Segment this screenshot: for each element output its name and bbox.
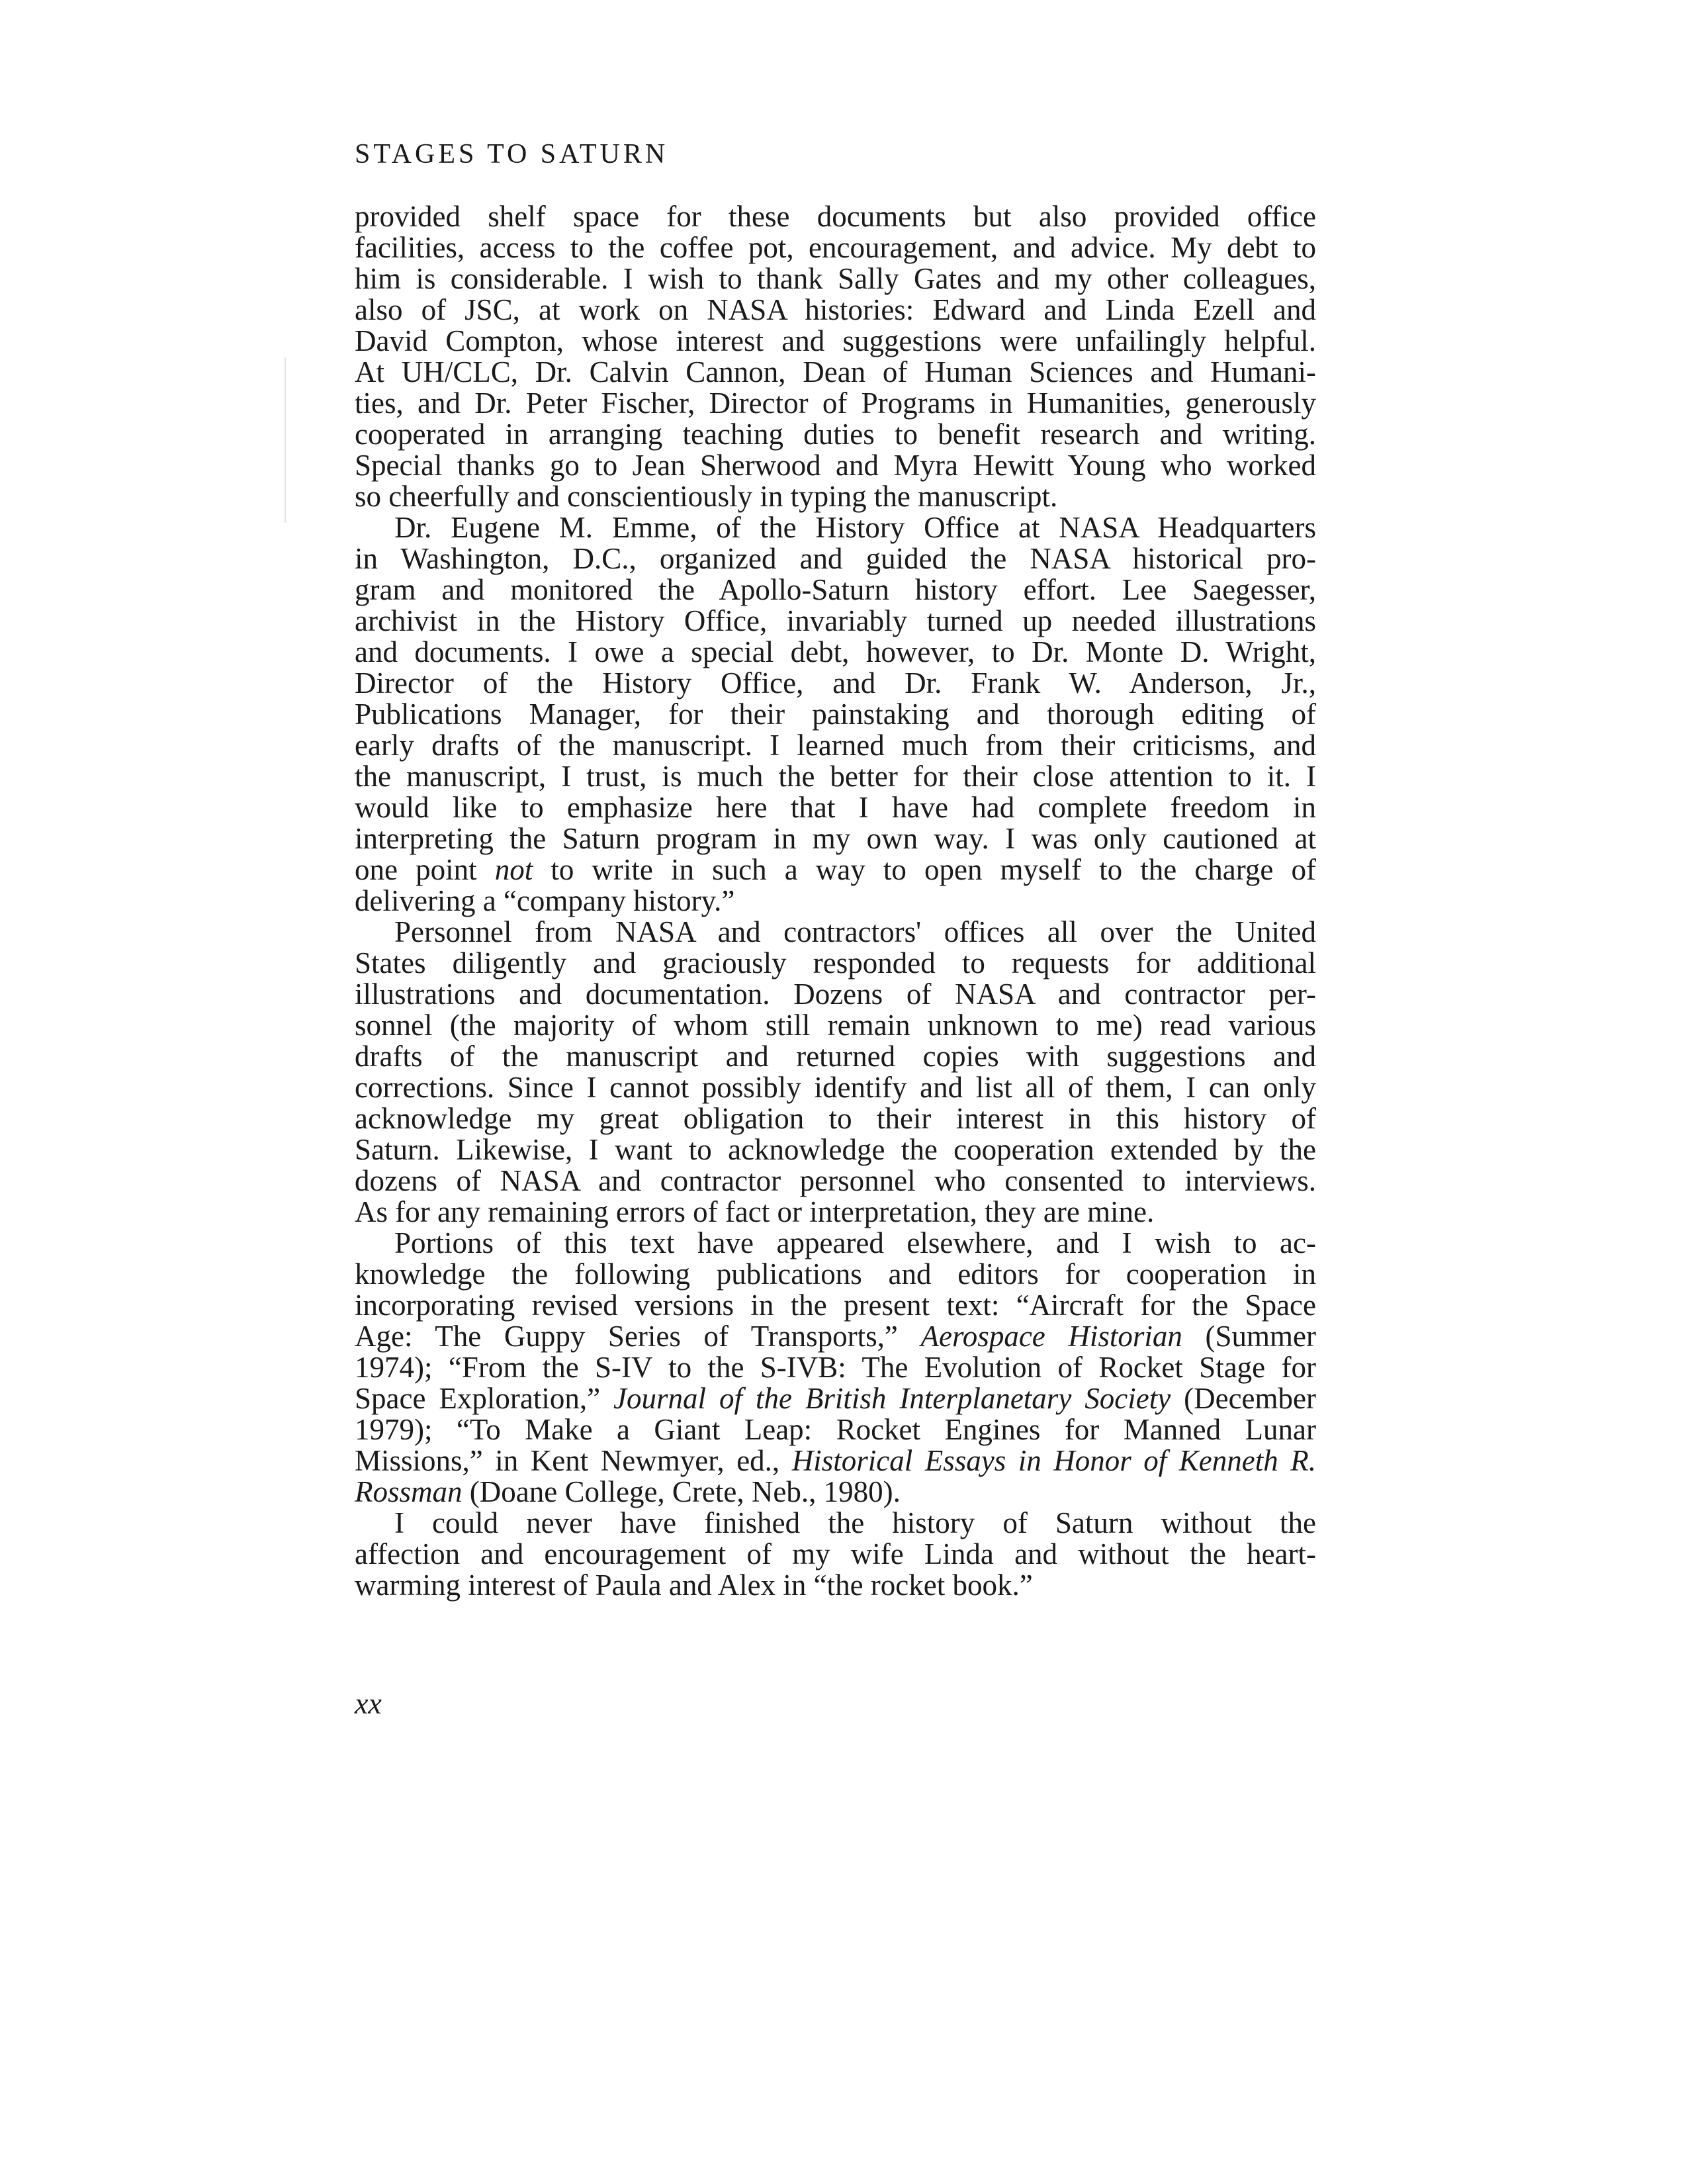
text-line: archivist in the History Office, invariably turned up needed illustrations bbox=[355, 604, 1316, 637]
text-line bbox=[355, 854, 1316, 886]
text-run: Space Exploration,” bbox=[355, 1382, 614, 1415]
publication-title: Aerospace Historian bbox=[920, 1320, 1182, 1353]
text-line: the manuscript, I trust, is much the better for their close attention to it. I bbox=[355, 760, 1316, 793]
text-run: (December bbox=[1171, 1382, 1316, 1415]
text-line bbox=[355, 1321, 1316, 1352]
text-line: Publications Manager, for their painstaking and thorough editing of bbox=[355, 698, 1316, 731]
text-line: affection and encouragement of my wife Linda and without the heart- bbox=[355, 1537, 1316, 1570]
publication-title: Journal of the British Interplanetary Society bbox=[613, 1382, 1171, 1415]
text-line: corrections. Since I cannot possibly identify and list all of them, I can only bbox=[355, 1071, 1316, 1104]
text-line: and documents. I owe a special debt, however, to Dr. Monte D. Wright, bbox=[355, 635, 1316, 668]
text-line: also of JSC, at work on NASA histories: Edward and Linda Ezell and bbox=[355, 293, 1316, 326]
text-line: in Washington, D.C., organized and guided the NASA historical pro- bbox=[355, 542, 1316, 575]
text-line: I could never have finished the history of Saturn without the bbox=[394, 1506, 1316, 1539]
margin-mark bbox=[285, 357, 286, 523]
text-line: As for any remaining errors of fact or interpretation, they are mine. bbox=[355, 1195, 1155, 1228]
text-line: Director of the History Office, and Dr. Frank W. Anderson, Jr., bbox=[355, 666, 1316, 700]
body-text bbox=[355, 201, 1316, 1601]
text-run: (Summer bbox=[1182, 1320, 1316, 1353]
text-line: gram and monitored the Apollo-Saturn history effort. Lee Saegesser, bbox=[355, 573, 1316, 606]
text-run: Missions,” in Kent Newmyer, ed., bbox=[355, 1444, 792, 1477]
text-line: drafts of the manuscript and returned copies with suggestions and bbox=[355, 1040, 1316, 1073]
text-line: knowledge the following publications and editors for cooperation in bbox=[355, 1257, 1316, 1291]
text-line: 1979); “To Make a Giant Leap: Rocket Engines for Manned Lunar bbox=[355, 1413, 1316, 1446]
publication-title: Rossman bbox=[355, 1475, 463, 1508]
publication-title: Historical Essays in Honor of Kenneth R. bbox=[791, 1444, 1316, 1477]
text-line: interpreting the Saturn program in my own way. I was only cautioned at bbox=[355, 822, 1316, 855]
text-line: Portions of this text have appeared elsewhere, and I wish to ac- bbox=[394, 1226, 1316, 1259]
text-line: Personnel from NASA and contractors' offices all over the United bbox=[394, 915, 1316, 948]
text-line bbox=[355, 1445, 1316, 1477]
text-line: Dr. Eugene M. Emme, of the History Office at NASA Headquarters bbox=[394, 511, 1316, 544]
text-line: Special thanks go to Jean Sherwood and Myra Hewitt Young who worked bbox=[355, 449, 1316, 482]
text-line: so cheerfully and conscientiously in typing the manuscript. bbox=[355, 480, 1058, 513]
text-line: David Compton, whose interest and suggestions were unfailingly helpful. bbox=[355, 324, 1316, 357]
text-line: Saturn. Likewise, I want to acknowledge the cooperation extended by the bbox=[355, 1133, 1316, 1166]
text-line: would like to emphasize here that I have had complete freedom in bbox=[355, 791, 1316, 824]
text-line: incorporating revised versions in the present text: “Aircraft for the Space bbox=[355, 1289, 1316, 1322]
text-line: acknowledge my great obligation to their interest in this history of bbox=[355, 1102, 1316, 1135]
text-line: sonnel (the majority of whom still remain unknown to me) read various bbox=[355, 1009, 1316, 1042]
text-run: one point bbox=[355, 853, 495, 886]
text-line: illustrations and documentation. Dozens of NASA and contractor per- bbox=[355, 978, 1316, 1011]
text-line: delivering a “company history.” bbox=[355, 884, 735, 917]
text-line: cooperated in arranging teaching duties to benefit research and writing. bbox=[355, 418, 1316, 451]
text-line: ties, and Dr. Peter Fischer, Director of Programs in Humanities, generously bbox=[355, 387, 1316, 420]
text-line: States diligently and graciously responded to requests for additional bbox=[355, 946, 1316, 979]
text-run: (Doane College, Crete, Neb., 1980). bbox=[462, 1475, 901, 1508]
text-line: early drafts of the manuscript. I learned much from their criticisms, and bbox=[355, 729, 1316, 762]
page-number: xx bbox=[355, 1686, 382, 1720]
text-line: provided shelf space for these documents but also provided office bbox=[355, 200, 1316, 233]
text-line: dozens of NASA and contractor personnel who consented to interviews. bbox=[355, 1164, 1316, 1197]
text-line bbox=[355, 1477, 1316, 1508]
text-run: to write in such a way to open myself to the charge of bbox=[533, 853, 1317, 886]
text-line: facilities, access to the coffee pot, encouragement, and advice. My debt to bbox=[355, 231, 1316, 264]
running-head: STAGES TO SATURN bbox=[355, 139, 669, 169]
text-line: warming interest of Paula and Alex in “the rocket book.” bbox=[355, 1569, 1033, 1602]
text-line bbox=[355, 1383, 1316, 1414]
text-run: Age: The Guppy Series of Transports,” bbox=[355, 1320, 921, 1353]
text-line: At UH/CLC, Dr. Calvin Cannon, Dean of Human Sciences and Humani- bbox=[355, 355, 1316, 388]
emphasis-word: not bbox=[494, 853, 533, 886]
text-line: him is considerable. I wish to thank Sally Gates and my other colleagues, bbox=[355, 262, 1316, 295]
text-line: 1974); “From the S-IV to the S-IVB: The Evolution of Rocket Stage for bbox=[355, 1351, 1316, 1384]
